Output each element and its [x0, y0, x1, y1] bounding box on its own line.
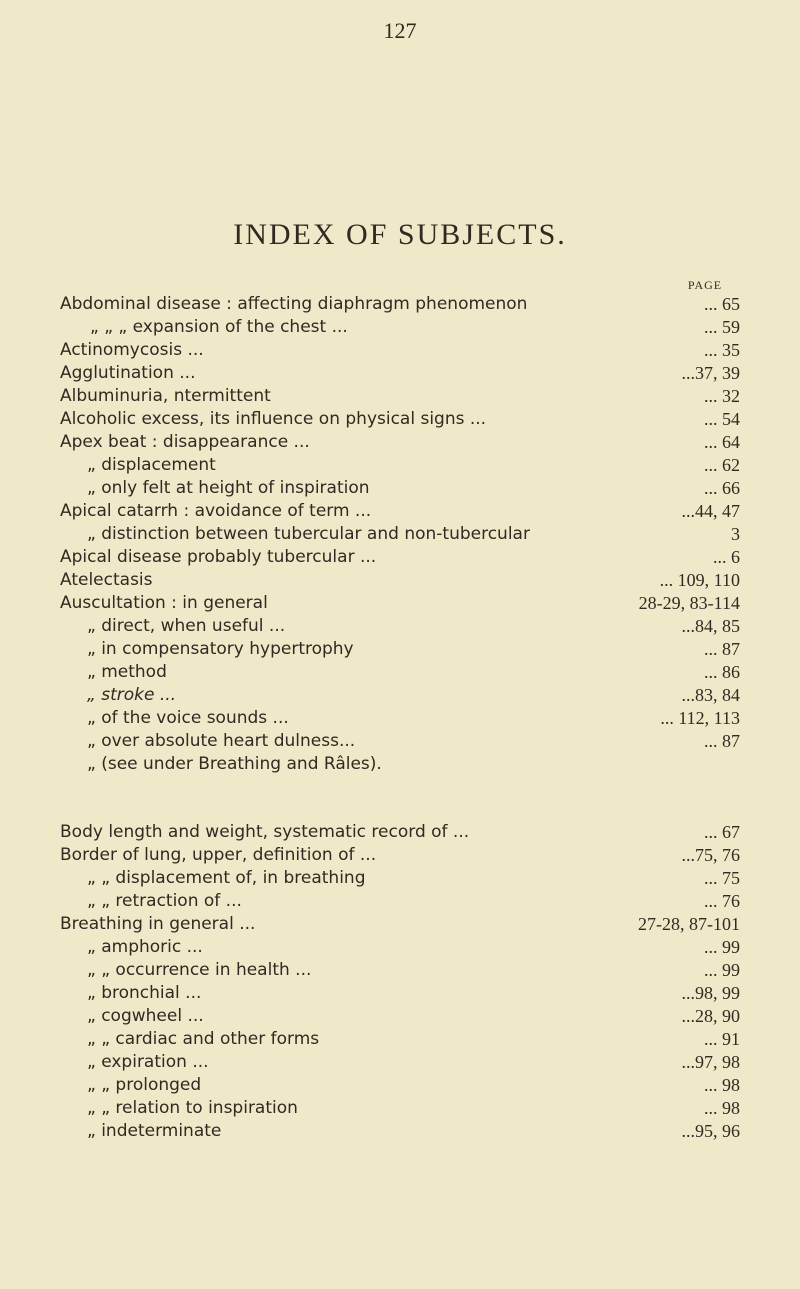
entry-text: „ amphoric ...	[87, 937, 203, 957]
index-entry	[60, 569, 740, 592]
entry-text: Apical disease probably tubercular ...	[60, 547, 377, 567]
entry-page: ...44, 47	[681, 501, 740, 521]
index-entry	[60, 1051, 740, 1074]
index-entry	[60, 867, 740, 890]
entry-text: „ direct, when useful ...	[87, 616, 286, 636]
index-entry	[60, 1074, 740, 1097]
entry-text: Body length and weight, systematic record of ...	[60, 822, 470, 842]
entry-page: ... 75	[704, 868, 740, 888]
entry-text: „ „ displacement of, in breathing	[87, 868, 366, 888]
index-entry	[60, 385, 740, 408]
entry-text: „ indeterminate	[87, 1121, 222, 1141]
index-entry	[60, 959, 740, 982]
index-entry	[60, 1120, 740, 1143]
index-entry	[60, 707, 740, 730]
entry-page: ...37, 39	[681, 363, 740, 383]
index-entry	[60, 730, 740, 753]
entry-page: ...75, 76	[681, 845, 740, 865]
index-entry	[60, 546, 740, 569]
index-entry	[60, 431, 740, 454]
index-entry	[60, 936, 740, 959]
entry-page: ...95, 96	[681, 1121, 740, 1141]
index-entry	[60, 477, 740, 500]
entry-page: ... 59	[704, 317, 740, 337]
entry-page: ... 87	[704, 639, 740, 659]
entry-page: ... 64	[704, 432, 740, 452]
entry-text: Atelectasis	[60, 570, 153, 590]
entry-page: ... 98	[704, 1075, 740, 1095]
index-entry	[60, 684, 740, 707]
entry-page: ...28, 90	[681, 1006, 740, 1026]
index-entry	[60, 1097, 740, 1120]
entry-text: Abdominal disease : affecting diaphragm phenomenon	[60, 294, 528, 314]
entry-page: ... 98	[704, 1098, 740, 1118]
entry-text: „ distinction between tubercular and non-tubercular	[87, 524, 530, 544]
page-title: INDEX OF SUBJECTS.	[233, 218, 567, 251]
entry-page: ... 99	[704, 937, 740, 957]
index-entry	[60, 638, 740, 661]
entry-text: „ of the voice sounds ...	[87, 708, 289, 728]
entry-page: ... 112, 113	[660, 708, 740, 728]
entry-page: ... 66	[704, 478, 740, 498]
index-entry	[60, 408, 740, 431]
index-entry	[60, 982, 740, 1005]
index-entry	[60, 753, 740, 776]
entry-page: ... 87	[704, 731, 740, 751]
entry-text: „ bronchial ...	[87, 983, 202, 1003]
entry-text: „ over absolute heart dulness...	[87, 731, 356, 751]
index-entry	[60, 1028, 740, 1051]
entry-page: ... 54	[704, 409, 740, 429]
entry-page: ... 62	[704, 455, 740, 475]
entry-page: 27-28, 87-101	[638, 914, 740, 934]
entry-text: „ displacement	[87, 455, 216, 475]
entry-text: „ stroke ...	[87, 685, 177, 705]
entry-text: „ cogwheel ...	[87, 1006, 204, 1026]
index-entry	[60, 293, 740, 316]
entry-text: „ „ relation to inspiration	[87, 1098, 298, 1118]
entry-text: „ method	[87, 662, 167, 682]
entry-page: ... 35	[704, 340, 740, 360]
index-entry	[60, 500, 740, 523]
entry-text: „ expiration ...	[87, 1052, 209, 1072]
entry-text: „ „ occurrence in health ...	[87, 960, 312, 980]
entry-text: Alcoholic excess, its influence on physical signs ...	[60, 409, 487, 429]
entry-page: ... 65	[704, 294, 740, 314]
entry-text: „ „ cardiac and other forms	[87, 1029, 320, 1049]
entry-text: Border of lung, upper, definition of ...	[60, 845, 377, 865]
index-entry	[60, 362, 740, 385]
entry-page: ... 6	[713, 547, 740, 567]
entry-page: ... 86	[704, 662, 740, 682]
entry-page: ...83, 84	[681, 685, 740, 705]
entry-text: „ „ retraction of ...	[87, 891, 242, 911]
entry-page: ... 99	[704, 960, 740, 980]
entry-page: ...98, 99	[681, 983, 740, 1003]
index-entry	[60, 523, 740, 546]
entry-text: „ „ prolonged	[87, 1075, 202, 1095]
index-entry	[60, 890, 740, 913]
entry-text: Apex beat : disappearance ...	[60, 432, 310, 452]
entry-text: „ „ „ expansion of the chest ...	[90, 317, 348, 337]
entry-text: Albuminuria, ntermittent	[60, 386, 271, 406]
entry-page: ... 76	[704, 891, 740, 911]
index-entry	[60, 1005, 740, 1028]
entry-page: 28-29, 83-114	[638, 593, 740, 613]
entry-page: ... 32	[704, 386, 740, 406]
entry-text: Actinomycosis ...	[60, 340, 204, 360]
entry-page: ...84, 85	[681, 616, 740, 636]
index-entry	[60, 454, 740, 477]
entry-text: Agglutination ...	[60, 363, 196, 383]
entry-page: ...97, 98	[681, 1052, 740, 1072]
entry-text: „ only felt at height of inspiration	[87, 478, 370, 498]
entry-text: Breathing in general ...	[60, 914, 256, 934]
index-entry	[60, 844, 740, 867]
entry-page: 3	[731, 524, 740, 544]
index-entries	[60, 293, 740, 1143]
index-entry	[60, 913, 740, 936]
entry-page: ... 109, 110	[659, 570, 740, 590]
index-entry	[60, 661, 740, 684]
index-entry	[60, 316, 740, 339]
index-entry	[60, 821, 740, 844]
index-entry	[60, 339, 740, 362]
page-column-label: PAGE	[687, 278, 723, 292]
index-entry	[60, 615, 740, 638]
section-gap	[60, 776, 740, 821]
entry-text: Auscultation : in general	[60, 593, 268, 613]
entry-page: ... 67	[704, 822, 740, 842]
entry-text: „ (see under Breathing and Râles).	[87, 754, 382, 774]
entry-text: „ in compensatory hypertrophy	[87, 639, 354, 659]
index-entry	[60, 592, 740, 615]
page-number: 127	[383, 18, 417, 43]
entry-text: Apical catarrh : avoidance of term ...	[60, 501, 372, 521]
entry-page: ... 91	[704, 1029, 740, 1049]
